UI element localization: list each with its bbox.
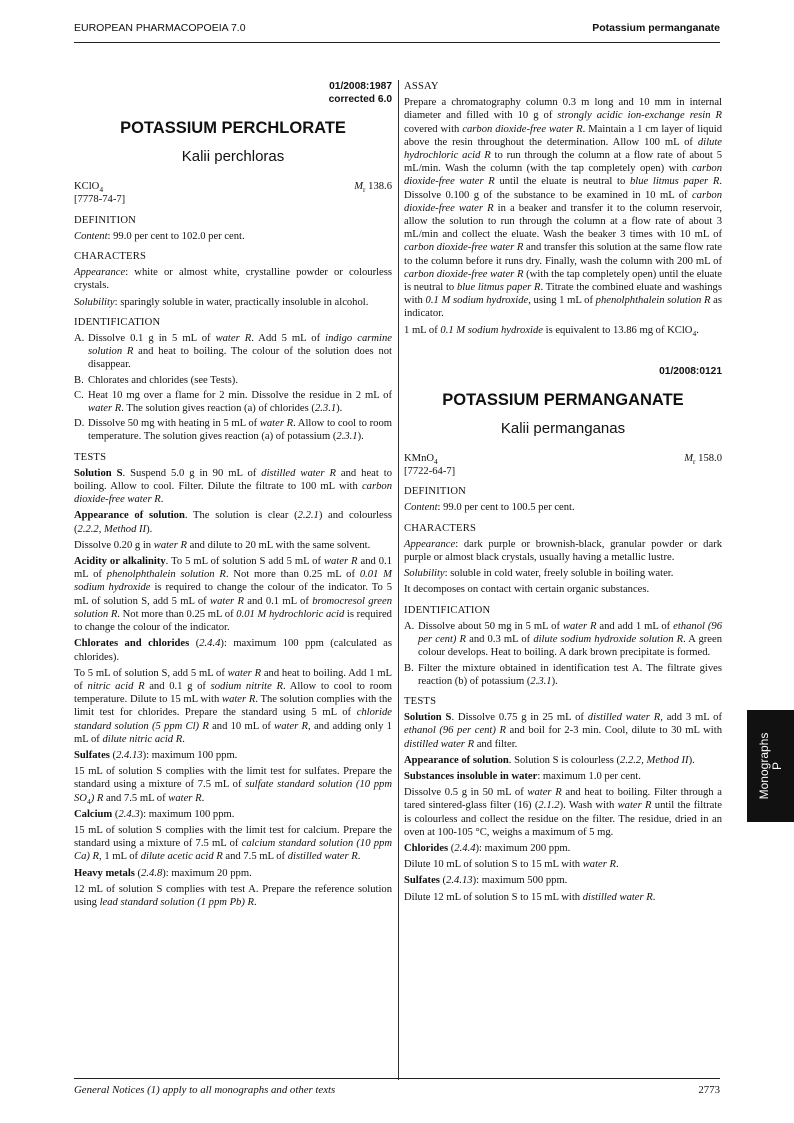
formula-subscript: 4 bbox=[434, 457, 438, 467]
text: Chlorates and chlorides (see Tests). bbox=[88, 374, 238, 386]
method-ref: 2.4.13 bbox=[116, 749, 143, 761]
reagent: water R bbox=[88, 403, 122, 415]
assay-paragraph bbox=[404, 96, 722, 320]
text: ): maximum 500 ppm. bbox=[472, 875, 568, 887]
text: and 0.1 g of bbox=[144, 680, 211, 692]
mr-label: M bbox=[684, 453, 694, 465]
text: Filter the mixture obtained in identification test A. The filtrate gives reaction (b) of potassium ( bbox=[418, 662, 722, 687]
test-name: Appearance of solution bbox=[74, 510, 185, 522]
chlorides-text-paragraph bbox=[404, 858, 722, 871]
text: . Not more than 0.25 mL of bbox=[117, 608, 237, 620]
permanganate-characters-heading: CHARACTERS bbox=[404, 522, 477, 534]
appearance-of-solution-paragraph bbox=[404, 754, 722, 767]
text: . Maintain a 1 cm layer of liquid above the resin throughout the determination. Allow 100 mL of bbox=[404, 123, 723, 148]
reagent: water R bbox=[274, 720, 309, 732]
text: ). bbox=[336, 403, 343, 415]
insoluble-text-paragraph bbox=[404, 786, 722, 839]
method-ref: 2.3.1 bbox=[336, 431, 358, 443]
permanganate-latin-name: Kalii permanganas bbox=[500, 420, 626, 438]
reagent: strongly acidic ion-exchange resin R bbox=[557, 110, 722, 122]
tab-line-1: Monographs bbox=[756, 732, 771, 800]
text: is equivalent to 13.86 mg of KClO bbox=[542, 324, 693, 336]
reagent: carbon dioxide-free water R bbox=[74, 481, 392, 506]
text: . bbox=[201, 792, 205, 804]
text: until the eluate is neutral to bbox=[494, 176, 630, 188]
reagent: carbon dioxide-free water R bbox=[404, 268, 524, 280]
text: 1 mL of bbox=[404, 324, 441, 336]
text: ( bbox=[134, 867, 142, 879]
perchlorate-solubility bbox=[74, 296, 392, 309]
solution-s-paragraph bbox=[404, 711, 722, 751]
text: , using 1 mL of bbox=[528, 295, 596, 307]
test-name: Sulfates bbox=[404, 875, 440, 887]
reagent: water R bbox=[210, 595, 244, 607]
reagent: lead standard solution (1 ppm Pb) R bbox=[99, 896, 254, 908]
text: ( bbox=[448, 842, 455, 854]
reagent: distilled water R bbox=[587, 712, 661, 724]
perchlorate-formula bbox=[74, 180, 392, 193]
method-ref: 2.4.8 bbox=[141, 867, 163, 879]
text: 15 mL of solution S complies with the limit test for calcium. Prepare the standard using a mixture of 7.5 mL of bbox=[74, 824, 392, 850]
right-column bbox=[404, 80, 722, 907]
sulfates-text-paragraph bbox=[74, 765, 392, 805]
text: ). bbox=[551, 675, 558, 687]
text: 15 mL of solution S complies with the limit test for sulfates. Prepare the standard using a mixture of 7.5 mL of bbox=[74, 766, 392, 791]
content-text: : 99.0 per cent to 102.0 per cent. bbox=[107, 230, 245, 242]
reagent: calcium standard solution (10 ppm Ca) R bbox=[74, 838, 392, 863]
item-letter: B. bbox=[74, 374, 84, 386]
identification-item-b bbox=[404, 662, 722, 688]
text: Dilute 12 mL of solution S to 15 mL with bbox=[404, 891, 583, 903]
text: and heat to boiling. The colour of the solution does not disappear. bbox=[88, 346, 392, 371]
reagent: ethanol (96 per cent) R bbox=[404, 725, 506, 737]
item-letter: D. bbox=[74, 418, 85, 430]
assay-equivalence bbox=[404, 324, 722, 337]
text: Dissolve 0.1 g in 5 mL of bbox=[88, 333, 216, 345]
perchlorate-title: POTASSIUM PERCHLORATE bbox=[120, 119, 346, 138]
appearance-text: : white or almost white, crystalline powder or colourless crystals. bbox=[74, 267, 392, 292]
permanganate-solubility bbox=[404, 567, 722, 580]
mr-label: M bbox=[354, 181, 364, 193]
permanganate-content bbox=[404, 501, 722, 514]
method-ref: 2.1.2 bbox=[538, 800, 560, 812]
text: to run through the column at a flow rate of about 5 mL/min. Wash the column (with the tap completely open) with bbox=[404, 150, 722, 175]
perchlorate-identification-list bbox=[74, 332, 392, 444]
sulfates-heading-paragraph bbox=[74, 749, 392, 762]
text: and dilute to 20 mL with the same solvent. bbox=[187, 539, 371, 551]
perchlorate-latin-name: Kalii perchloras bbox=[181, 148, 285, 166]
reagent: water R bbox=[323, 556, 358, 568]
reagent: carbon dioxide-free water R bbox=[462, 123, 583, 135]
text: . bbox=[254, 896, 257, 908]
appearance-text: : dark purple or brownish-black, granular powder or dark purple or almost black crystals, usually having a metallic lustre. bbox=[404, 538, 722, 564]
text: and heat to boiling. Filter through a tared sintered-glass filter (16) ( bbox=[404, 787, 722, 812]
text: . bbox=[357, 851, 361, 863]
reagent: distilled water R bbox=[582, 891, 653, 903]
test-name: Sulfates bbox=[74, 749, 110, 761]
header-publication: EUROPEAN PHARMACOPOEIA 7.0 bbox=[74, 22, 246, 34]
text: Dissolve 50 mg with heating in 5 mL of bbox=[88, 418, 260, 430]
text: . The solution complies with the limit test for chlorides. Prepare the standard using 5 mL of bbox=[74, 694, 392, 719]
content-text: : 99.0 per cent to 100.5 per cent. bbox=[437, 502, 575, 514]
text: and add 1 mL of bbox=[596, 620, 674, 632]
text: . Solution S is colourless ( bbox=[508, 754, 621, 766]
reagent: water R bbox=[222, 694, 256, 706]
reagent: water R bbox=[153, 539, 188, 551]
reagent: distilled water R bbox=[287, 851, 358, 863]
text: , and adding only 1 mL of bbox=[74, 720, 392, 745]
test-name: Solution S bbox=[404, 712, 452, 724]
item-letter: C. bbox=[74, 389, 84, 401]
text: and heat to boiling. Add 1 mL of bbox=[74, 667, 392, 692]
molecular-mass bbox=[354, 180, 392, 193]
text: ): maximum 20 ppm. bbox=[162, 867, 252, 879]
reagent: 0.1 M sodium hydroxide bbox=[440, 324, 543, 336]
permanganate-title: POTASSIUM PERMANGANATE bbox=[442, 391, 684, 410]
sulfates-text-paragraph bbox=[404, 891, 722, 904]
text: . Allow to cool to room temperature. The solution gives reaction (a) of potassium ( bbox=[88, 418, 392, 443]
acidity-paragraph bbox=[74, 555, 392, 634]
reagent: distilled water R bbox=[404, 738, 475, 750]
identification-item-c bbox=[74, 389, 392, 415]
text: ). bbox=[146, 523, 153, 535]
identification-item-d bbox=[74, 417, 392, 443]
text: . bbox=[696, 324, 699, 336]
reagent: water R bbox=[562, 620, 597, 632]
method-ref: 2.4.3 bbox=[118, 808, 140, 820]
reagent: dilute nitric acid R bbox=[102, 733, 183, 745]
molecular-mass bbox=[684, 452, 722, 465]
test-name: Chlorides bbox=[404, 842, 449, 854]
mr-subscript: r bbox=[693, 457, 696, 467]
test-name: Substances insoluble in water bbox=[404, 770, 538, 782]
reagent: water R bbox=[582, 859, 616, 871]
reagent: ) R bbox=[90, 792, 104, 804]
item-letter: A. bbox=[404, 620, 415, 632]
reagent: water R bbox=[259, 418, 294, 430]
reagent: water R bbox=[227, 667, 262, 679]
reagent: sodium nitrite R bbox=[210, 680, 283, 692]
test-name: Appearance of solution bbox=[404, 754, 509, 766]
perchlorate-correction: corrected 6.0 bbox=[328, 94, 392, 106]
text: is required to change the colour of the indicator. To 5 mL of solution S, add 5 mL of bbox=[74, 582, 392, 607]
solubility-text: : soluble in cold water, freely soluble in boiling water. bbox=[444, 568, 674, 580]
text: ) and colourless ( bbox=[74, 510, 392, 535]
tab-line-2: P bbox=[769, 762, 784, 771]
monographs-section-tab[interactable] bbox=[747, 710, 794, 822]
text: ( bbox=[189, 638, 200, 650]
identification-item-b bbox=[74, 374, 392, 387]
reagent: water R bbox=[168, 792, 202, 804]
chlorides-heading-paragraph bbox=[404, 842, 722, 855]
perchlorate-appearance bbox=[74, 266, 392, 292]
text: ( bbox=[439, 875, 447, 887]
method-ref: 2.2.2, Method II bbox=[77, 523, 147, 535]
reagent: ethanol (96 per cent) R bbox=[418, 620, 722, 646]
text: Dissolve about 50 mg in 5 mL of bbox=[418, 620, 563, 632]
text: . A green colour develops. Heat to boiling. A dark brown precipitate is formed. bbox=[418, 634, 723, 659]
left-column bbox=[74, 80, 392, 912]
text: ( bbox=[112, 808, 119, 820]
text: . bbox=[160, 494, 164, 506]
reagent: distilled water R bbox=[261, 467, 336, 479]
text: . Dissolve 0.75 g in 25 mL of bbox=[451, 712, 588, 724]
reagent: indigo carmine solution R bbox=[88, 333, 392, 358]
mr-subscript: r bbox=[363, 185, 366, 195]
text: ): maximum 100 ppm (calculated as chlorides). bbox=[74, 638, 392, 663]
reagent: carbon dioxide-free water R bbox=[404, 163, 722, 188]
page-number: 2773 bbox=[698, 1084, 720, 1096]
text: . bbox=[615, 859, 619, 871]
text: : maximum 1.0 per cent. bbox=[537, 770, 641, 782]
reagent: 0.01 M hydrochloric acid bbox=[236, 608, 345, 620]
text: ): maximum 100 ppm. bbox=[142, 749, 238, 761]
permanganate-formula bbox=[404, 452, 722, 465]
text: ). bbox=[688, 754, 695, 766]
subscript: 4 bbox=[86, 796, 91, 806]
reagent: dilute hydrochloric acid R bbox=[404, 136, 722, 162]
text: and 7.5 mL of bbox=[222, 851, 288, 863]
content-label: Content bbox=[74, 230, 108, 242]
column-divider bbox=[398, 80, 399, 1080]
text: . To 5 mL of solution S add 5 mL of bbox=[165, 556, 324, 568]
text: Dissolve 0.5 g in 50 mL of bbox=[404, 787, 528, 799]
item-letter: B. bbox=[404, 662, 414, 674]
perchlorate-cas: [7778-74-7] bbox=[74, 194, 126, 206]
permanganate-decomposes: It decomposes on contact with certain organic substances. bbox=[404, 584, 650, 596]
perchlorate-definition-heading: DEFINITION bbox=[74, 214, 137, 226]
reagent: carbon dioxide-free water R bbox=[404, 242, 524, 254]
reagent: blue litmus paper R bbox=[629, 176, 720, 188]
text: and 10 mL of bbox=[208, 720, 275, 732]
reagent: bromocresol green solution R bbox=[74, 595, 392, 620]
method-ref: 2.2.1 bbox=[297, 510, 319, 522]
perchlorate-content bbox=[74, 230, 392, 243]
text: until the filtrate is colourless and collect the residue on the filter. The residue, dried in an oven at 100-105 °C, weighs a maximum of 5 mg. bbox=[404, 800, 722, 838]
method-ref: 2.3.1 bbox=[314, 403, 337, 415]
solution-s-paragraph bbox=[74, 467, 392, 507]
formula-text: KMnO bbox=[404, 453, 435, 465]
perchlorate-reference: 01/2008:1987 bbox=[329, 81, 392, 92]
reagent: carbon dioxide-free water R bbox=[404, 189, 722, 214]
solubility-label: Solubility bbox=[74, 296, 115, 308]
reagent: dilute sodium hydroxide solution R bbox=[533, 634, 684, 646]
perchlorate-identification-heading: IDENTIFICATION bbox=[74, 316, 161, 328]
reagent: dilute acetic acid R bbox=[140, 851, 223, 863]
reagent: sulfate standard solution (10 ppm SO bbox=[74, 779, 392, 804]
text: Dilute 10 mL of solution S to 15 mL with bbox=[404, 859, 583, 871]
chlorates-text-paragraph bbox=[74, 667, 392, 746]
text: and 0.1 mL of bbox=[74, 556, 392, 581]
section-tab-label bbox=[758, 733, 784, 800]
text: and boil for 2-3 min. Cool, dilute to 30 mL with bbox=[505, 725, 722, 737]
text: To 5 mL of solution S, add 5 mL of bbox=[74, 667, 228, 679]
text: and filter. bbox=[474, 738, 518, 750]
header-monograph-title: Potassium permanganate bbox=[592, 22, 720, 34]
reagent: water R bbox=[527, 787, 562, 799]
heavy-metals-text-paragraph bbox=[74, 883, 392, 909]
reagent: 0.1 M sodium hydroxide bbox=[425, 295, 529, 307]
text: , 1 mL of bbox=[99, 851, 141, 863]
reagent: blue litmus paper R bbox=[456, 282, 541, 294]
appearance-label: Appearance bbox=[74, 267, 126, 279]
text: and 7.5 mL of bbox=[103, 792, 169, 804]
insoluble-heading-paragraph bbox=[404, 770, 722, 783]
text: . bbox=[182, 733, 185, 745]
text: . Suspend 5.0 g in 90 mL of bbox=[122, 467, 262, 479]
mr-value: 138.6 bbox=[365, 181, 392, 193]
text: Heat 10 mg over a flame for 2 min. Dissolve the residue in 2 mL of bbox=[88, 389, 392, 401]
text: . Dissolve 0.100 g of the substance to be examined in 10 mL of bbox=[404, 176, 722, 201]
text: (with the tap completely open) until the eluate is neutral to bbox=[404, 268, 722, 294]
sulfates-heading-paragraph bbox=[404, 874, 722, 887]
reagent: water R bbox=[617, 800, 652, 812]
text: ). bbox=[357, 431, 364, 443]
perchlorate-assay-heading: ASSAY bbox=[404, 81, 439, 92]
perchlorate-characters-heading: CHARACTERS bbox=[74, 251, 147, 263]
identification-item-a bbox=[404, 620, 722, 660]
reagent: water R bbox=[215, 333, 252, 345]
permanganate-reference: 01/2008:0121 bbox=[659, 365, 722, 377]
calcium-text-paragraph bbox=[74, 824, 392, 864]
subscript: 4 bbox=[692, 328, 697, 338]
solubility-text: : sparingly soluble in water, practically insoluble in alcohol. bbox=[114, 296, 369, 308]
text: and 0.1 mL of bbox=[243, 595, 313, 607]
mr-value: 158.0 bbox=[695, 453, 722, 465]
appearance-of-solution-paragraph bbox=[74, 509, 392, 535]
permanganate-cas: [7722-64-7] bbox=[404, 466, 456, 478]
text: . The solution is clear ( bbox=[184, 510, 298, 522]
perchlorate-tests-heading: TESTS bbox=[74, 451, 107, 463]
heavy-metals-heading-paragraph bbox=[74, 867, 392, 880]
text: is required to change the colour of the indicator. bbox=[74, 608, 392, 634]
text: . Titrate the combined eluate and washings with bbox=[404, 282, 722, 307]
method-ref: 2.4.13 bbox=[446, 875, 473, 887]
text: Prepare a chromatography column 0.3 m long and 10 mm in internal diameter and filled with 10 g of bbox=[404, 97, 722, 122]
permanganate-appearance bbox=[404, 538, 722, 564]
test-name: Acidity or alkalinity bbox=[74, 556, 166, 568]
text: . bbox=[652, 891, 656, 903]
method-ref: 2.2.2, Method II bbox=[620, 754, 689, 766]
text: and heat to boiling. Allow to cool. Filter. Dilute the filtrate to 100 mL with bbox=[74, 467, 392, 493]
reagent: chloride standard solution (5 ppm Cl) R bbox=[74, 707, 392, 732]
text: and 0.3 mL of bbox=[466, 634, 534, 646]
text: . Allow to cool to room temperature. Dilute to 15 mL with bbox=[74, 680, 393, 706]
permanganate-definition-heading: DEFINITION bbox=[404, 486, 467, 498]
formula-text: KClO bbox=[74, 181, 100, 193]
running-header bbox=[74, 22, 720, 38]
text: ): maximum 200 ppm. bbox=[475, 842, 571, 854]
permanganate-identification-heading: IDENTIFICATION bbox=[404, 604, 491, 616]
calcium-heading-paragraph bbox=[74, 808, 392, 821]
text: . Add 5 mL of bbox=[251, 333, 326, 345]
text: Dissolve 0.20 g in bbox=[74, 539, 154, 551]
permanganate-identification-list bbox=[404, 620, 722, 688]
content-label: Content bbox=[404, 502, 438, 514]
text: 12 mL of solution S complies with test A. Prepare the reference solution using bbox=[74, 883, 392, 908]
dissolve-paragraph bbox=[74, 539, 392, 552]
text: , add 3 mL of bbox=[660, 712, 722, 724]
footer-rule bbox=[74, 1078, 720, 1079]
formula-subscript: 4 bbox=[99, 185, 104, 195]
identification-item-a bbox=[74, 332, 392, 372]
test-name: Heavy metals bbox=[74, 867, 135, 879]
test-name: Solution S bbox=[74, 467, 123, 479]
text: . Not more than 0.25 mL of bbox=[225, 569, 360, 581]
appearance-label: Appearance bbox=[404, 538, 456, 550]
text: ): maximum 100 ppm. bbox=[139, 808, 235, 820]
text: . The solution gives reaction (a) of chlorides ( bbox=[121, 403, 315, 415]
method-ref: 2.4.4 bbox=[199, 638, 221, 650]
header-rule bbox=[74, 42, 720, 43]
item-letter: A. bbox=[74, 333, 85, 345]
method-ref: 2.4.4 bbox=[454, 842, 476, 854]
permanganate-tests-heading: TESTS bbox=[404, 695, 437, 707]
reagent: phenolphthalein solution R bbox=[595, 295, 711, 307]
text: and transfer this solution at the same flow rate to the column before it runs dry. Finally, wash the column with 200 mL of bbox=[404, 242, 722, 267]
method-ref: 2.3.1 bbox=[530, 675, 552, 687]
footer-notice: General Notices (1) apply to all monographs and other texts bbox=[74, 1084, 336, 1096]
test-name: Chlorates and chlorides bbox=[74, 638, 190, 650]
reagent: nitric acid R bbox=[87, 680, 145, 692]
test-name: Calcium bbox=[74, 808, 113, 820]
text: ( bbox=[109, 749, 117, 761]
reagent: phenolphthalein solution R bbox=[106, 569, 226, 581]
chlorates-heading-paragraph bbox=[74, 637, 392, 663]
solubility-label: Solubility bbox=[404, 568, 445, 580]
text: in a beaker and transfer it to the column reservoir, allow the solution to run through the column at a flow rate of about 3 mL/min and collect the eluate. Wash the beaker 3 times with 10 mL of bbox=[404, 202, 722, 241]
text: covered with bbox=[404, 123, 463, 135]
text: as indicator. bbox=[404, 295, 722, 320]
text: ). Wash with bbox=[559, 800, 618, 812]
reagent: 0.01 M sodium hydroxide bbox=[74, 569, 392, 594]
